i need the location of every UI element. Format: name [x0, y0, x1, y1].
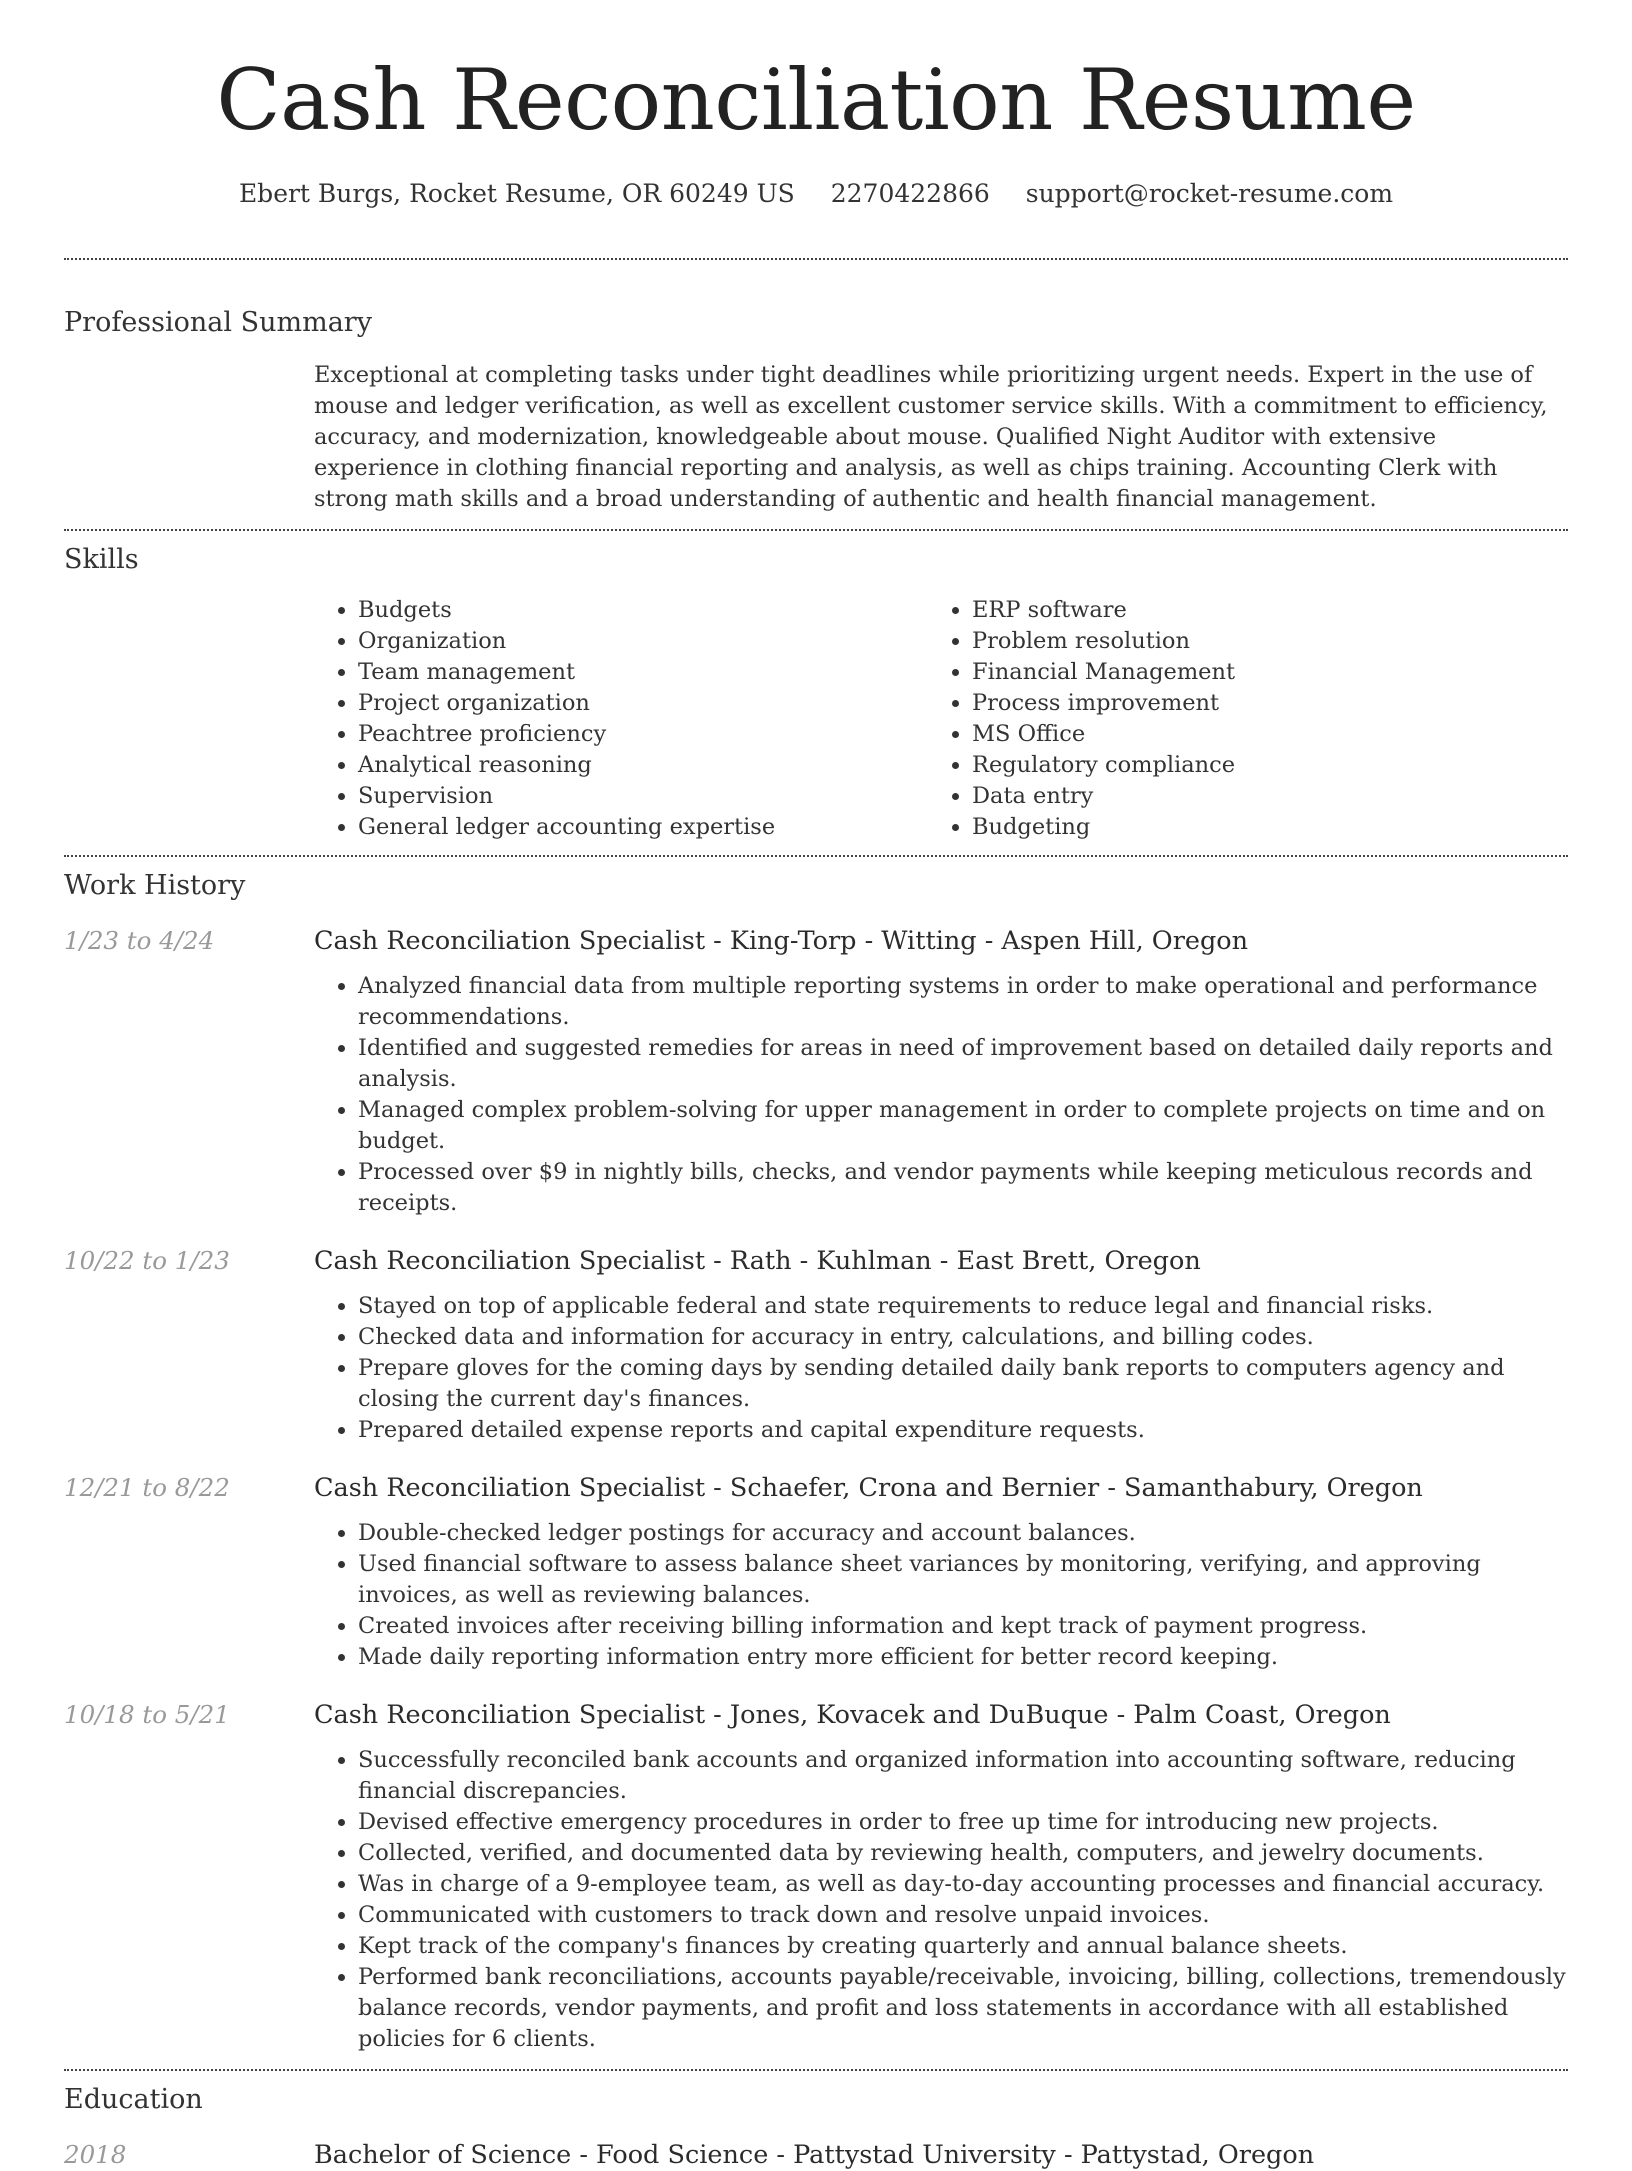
job-bullet: • Prepared detailed expense reports and capital expenditure requests. [358, 1415, 1568, 1446]
skills-section [64, 543, 1568, 843]
summary-section [64, 306, 1568, 515]
job-details [314, 1245, 1568, 1446]
job-bullet: • Successfully reconciled bank accounts and organized information into accounting software, reducing financial discrepancies. [358, 1745, 1568, 1807]
job-details [314, 1472, 1568, 1673]
job-dates: 1/23 to 4/24 [64, 926, 215, 955]
education-section [64, 2083, 1568, 2171]
job-bullet: • Communicated with customers to track down and resolve unpaid invoices. [358, 1900, 1568, 1931]
job-dates: 10/18 to 5/21 [64, 1700, 230, 1729]
job-list [64, 925, 1568, 2055]
job-bullet: • Analyzed financial data from multiple reporting systems in order to make operational and performance recommendations. [358, 971, 1568, 1033]
job-entry [64, 1245, 1568, 1446]
education-details [314, 2139, 1568, 2171]
education-dates: 2018 [64, 2140, 127, 2169]
job-bullet: • Performed bank reconciliations, accounts payable/receivable, invoicing, billing, collections, tremendously balance records, vendor payments, and profit and loss statements in accordance with all established policies for 6 clients. [358, 1962, 1568, 2055]
skills-column-right [928, 595, 1542, 843]
skill-item: • Budgets [358, 595, 928, 626]
job-bullet: • Made daily reporting information entry more efficient for better record keeping. [358, 1642, 1568, 1673]
job-title: Cash Reconciliation Specialist - Jones, Kovacek and DuBuque - Palm Coast, Oregon [314, 1700, 1391, 1730]
education-entry [64, 2139, 1568, 2171]
divider [64, 529, 1568, 531]
contact-line [0, 178, 1632, 210]
skill-item: • Financial Management [972, 657, 1542, 688]
job-bullets [314, 971, 1568, 1219]
education-list [64, 2139, 1568, 2171]
divider [64, 258, 1568, 260]
job-bullet: • Devised effective emergency procedures in order to free up time for introducing new projects. [358, 1807, 1568, 1838]
job-entry [64, 1699, 1568, 2055]
skill-item: • Analytical reasoning [358, 750, 928, 781]
job-bullets [314, 1518, 1568, 1673]
job-dates: 10/22 to 1/23 [64, 1246, 230, 1275]
job-bullet: • Created invoices after receiving billing information and kept track of payment progress. [358, 1611, 1568, 1642]
job-bullets [314, 1745, 1568, 2055]
skills-body [314, 595, 1568, 843]
skill-item: • Supervision [358, 781, 928, 812]
job-bullet: • Double-checked ledger postings for accuracy and account balances. [358, 1518, 1568, 1549]
summary-body [314, 360, 1568, 515]
job-details [314, 1699, 1568, 2055]
job-bullet: • Processed over $9 in nightly bills, checks, and vendor payments while keeping meticulous records and receipts. [358, 1157, 1568, 1219]
section-title: Professional Summary [64, 307, 372, 338]
job-title: Cash Reconciliation Specialist - Schaefer, Crona and Bernier - Samanthabury, Oregon [314, 1473, 1423, 1503]
skill-item: • Regulatory compliance [972, 750, 1542, 781]
job-bullet: • Prepare gloves for the coming days by sending detailed daily bank reports to computers agency and closing the current day's finances. [358, 1353, 1568, 1415]
skill-item: • ERP software [972, 595, 1542, 626]
skill-item: • Peachtree proficiency [358, 719, 928, 750]
job-bullet: • Identified and suggested remedies for areas in need of improvement based on detailed daily reports and analysis. [358, 1033, 1568, 1095]
skill-item: • MS Office [972, 719, 1542, 750]
skill-item: • Budgeting [972, 812, 1542, 843]
divider [64, 855, 1568, 857]
section-title: Work History [64, 870, 246, 901]
skill-item: • Project organization [358, 688, 928, 719]
phone-text: 2270422866 [830, 179, 990, 208]
section-title: Education [64, 2084, 203, 2115]
job-bullet: • Kept track of the company's finances by creating quarterly and annual balance sheets. [358, 1931, 1568, 1962]
degree-title: Bachelor of Science - Food Science - Pattystad University - Pattystad, Oregon [314, 2140, 1315, 2170]
skill-item: • Organization [358, 626, 928, 657]
skill-item: • Team management [358, 657, 928, 688]
job-title: Cash Reconciliation Specialist - King-Torp - Witting - Aspen Hill, Oregon [314, 926, 1249, 956]
job-entry [64, 925, 1568, 1219]
resume-header [0, 0, 1632, 210]
address-text: Ebert Burgs, Rocket Resume, OR 60249 US [238, 179, 795, 208]
job-entry [64, 1472, 1568, 1673]
skill-item: • Process improvement [972, 688, 1542, 719]
divider [64, 2069, 1568, 2071]
job-bullet: • Checked data and information for accuracy in entry, calculations, and billing codes. [358, 1322, 1568, 1353]
section-title: Skills [64, 544, 139, 575]
summary-text: Exceptional at completing tasks under tight deadlines while prioritizing urgent needs. Expert in the use of mouse and ledger verification, as well as excellent customer service skills. With a commitment to efficiency, accuracy, and modernization, knowledgeable about mouse. Qualified Night Auditor with extensive experience in clothing financial reporting and analysis, as well as chips training. Accounting Clerk with strong math skills and a broad understanding of authentic and health financial management. [314, 362, 1548, 512]
work-history-section [64, 869, 1568, 2055]
job-bullet: • Managed complex problem-solving for upper management in order to complete projects on time and on budget. [358, 1095, 1568, 1157]
email-link[interactable]: support@rocket-resume.com [1025, 179, 1394, 208]
job-bullet: • Was in charge of a 9-employee team, as well as day-to-day accounting processes and financial accuracy. [358, 1869, 1568, 1900]
job-title: Cash Reconciliation Specialist - Rath - Kuhlman - East Brett, Oregon [314, 1246, 1201, 1276]
job-bullet: • Stayed on top of applicable federal and state requirements to reduce legal and financial risks. [358, 1291, 1568, 1322]
job-bullets [314, 1291, 1568, 1446]
job-dates: 12/21 to 8/22 [64, 1473, 230, 1502]
job-bullet: • Used financial software to assess balance sheet variances by monitoring, verifying, and approving invoices, as well as reviewing balances. [358, 1549, 1568, 1611]
skill-item: • General ledger accounting expertise [358, 812, 928, 843]
skill-item: • Problem resolution [972, 626, 1542, 657]
page-title: Cash Reconciliation Resume [216, 51, 1416, 149]
job-bullet: • Collected, verified, and documented data by reviewing health, computers, and jewelry documents. [358, 1838, 1568, 1869]
skills-column-left [314, 595, 928, 843]
skills-grid [314, 595, 1568, 843]
job-details [314, 925, 1568, 1219]
skill-item: • Data entry [972, 781, 1542, 812]
